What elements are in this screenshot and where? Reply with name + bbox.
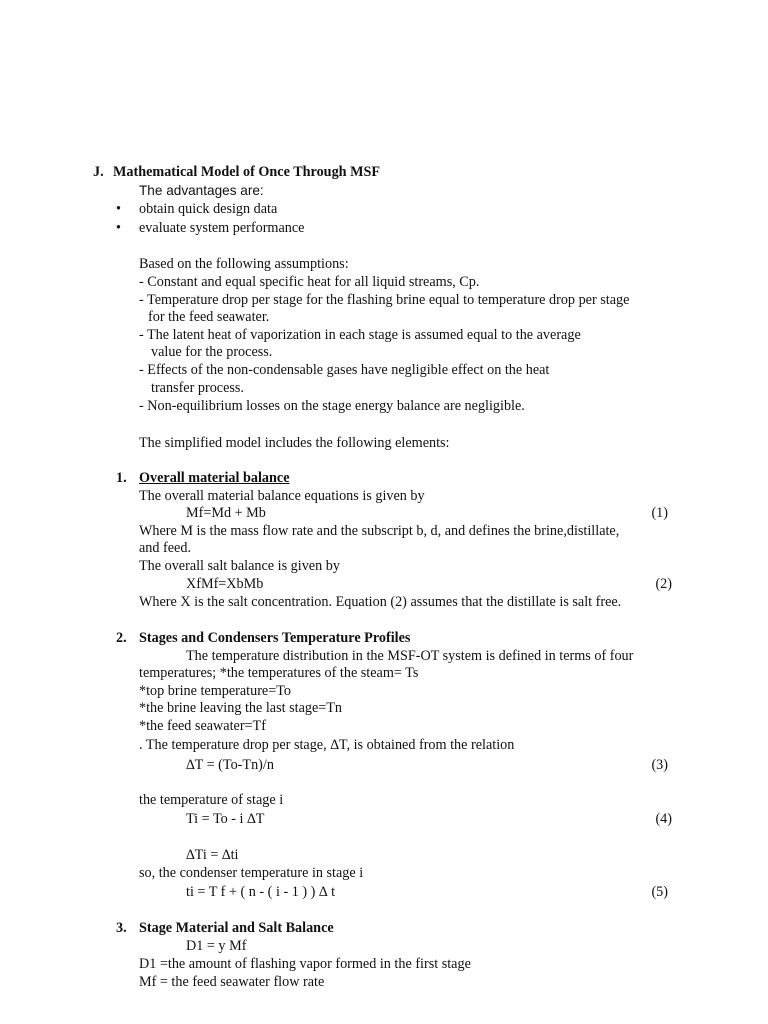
- body-text: *the feed seawater=Tf: [139, 718, 266, 734]
- body-text: temperatures; *the temperatures of the steam= Ts: [139, 665, 419, 681]
- body-text: Where X is the salt concentration. Equation (2) assumes that the distillate is salt free.: [139, 594, 622, 610]
- body-text: *the brine leaving the last stage=Tn: [139, 700, 343, 716]
- body-text: *top brine temperature=To: [139, 683, 291, 699]
- assumption-line: - The latent heat of vaporization in each stage is assumed equal to the average: [139, 327, 581, 343]
- model-intro: The simplified model includes the following elements:: [139, 435, 450, 451]
- advantage-item: obtain quick design data: [139, 201, 278, 217]
- assumption-line: transfer process.: [151, 380, 244, 396]
- body-text: the temperature of stage i: [139, 792, 284, 808]
- bullet-icon: •: [116, 201, 121, 217]
- assumption-line: value for the process.: [151, 344, 273, 360]
- equation: D1 = y Mf: [186, 938, 247, 954]
- equation-number: (2): [655, 576, 672, 592]
- advantages-intro: The advantages are:: [139, 183, 264, 198]
- section-number: 3.: [116, 920, 127, 936]
- equation: ∆Ti = ∆ti: [186, 847, 239, 863]
- equation-number: (3): [651, 757, 668, 773]
- equation: ∆T = (To-Tn)/n: [186, 757, 274, 773]
- equation: Ti = To - i ∆T: [186, 811, 265, 827]
- body-text: The overall salt balance is given by: [139, 558, 340, 574]
- body-text: The overall material balance equations is given by: [139, 488, 425, 504]
- body-text: so, the condenser temperature in stage i: [139, 865, 364, 881]
- assumption-line: - Constant and equal specific heat for all liquid streams, Cp.: [139, 274, 480, 290]
- section-letter: J.: [93, 164, 104, 180]
- equation: XfMf=XbMb: [186, 576, 264, 592]
- assumptions-intro: Based on the following assumptions:: [139, 256, 349, 272]
- advantage-item: evaluate system performance: [139, 220, 305, 236]
- assumption-line: - Effects of the non-condensable gases have negligible effect on the heat: [139, 362, 550, 378]
- assumption-line: - Temperature drop per stage for the flashing brine equal to temperature drop per stage: [139, 292, 630, 308]
- bullet-icon: •: [116, 220, 121, 236]
- equation-number: (1): [651, 505, 668, 521]
- body-text: Where M is the mass flow rate and the subscript b, d, and defines the brine,distillate,: [139, 523, 620, 539]
- section-title: Overall material balance: [139, 470, 290, 486]
- body-text: D1 =the amount of flashing vapor formed in the first stage: [139, 956, 471, 972]
- section-title: Stage Material and Salt Balance: [139, 920, 334, 936]
- body-text: The temperature distribution in the MSF-OT system is defined in terms of four: [186, 648, 634, 664]
- assumption-line: - Non-equilibrium losses on the stage energy balance are negligible.: [139, 398, 525, 414]
- section-title: Stages and Condensers Temperature Profiles: [139, 630, 411, 646]
- section-number: 1.: [116, 470, 127, 486]
- body-text: and feed.: [139, 540, 191, 556]
- body-text: . The temperature drop per stage, ∆T, is obtained from the relation: [139, 737, 515, 753]
- equation-number: (5): [651, 884, 668, 900]
- equation: Mf=Md + Mb: [186, 505, 266, 521]
- page-title: Mathematical Model of Once Through MSF: [113, 164, 381, 180]
- equation: ti = T f + ( n - ( i - 1 ) ) ∆ t: [186, 884, 336, 900]
- equation-number: (4): [655, 811, 672, 827]
- section-number: 2.: [116, 630, 127, 646]
- assumption-line: for the feed seawater.: [148, 309, 270, 325]
- body-text: Mf = the feed seawater flow rate: [139, 974, 325, 990]
